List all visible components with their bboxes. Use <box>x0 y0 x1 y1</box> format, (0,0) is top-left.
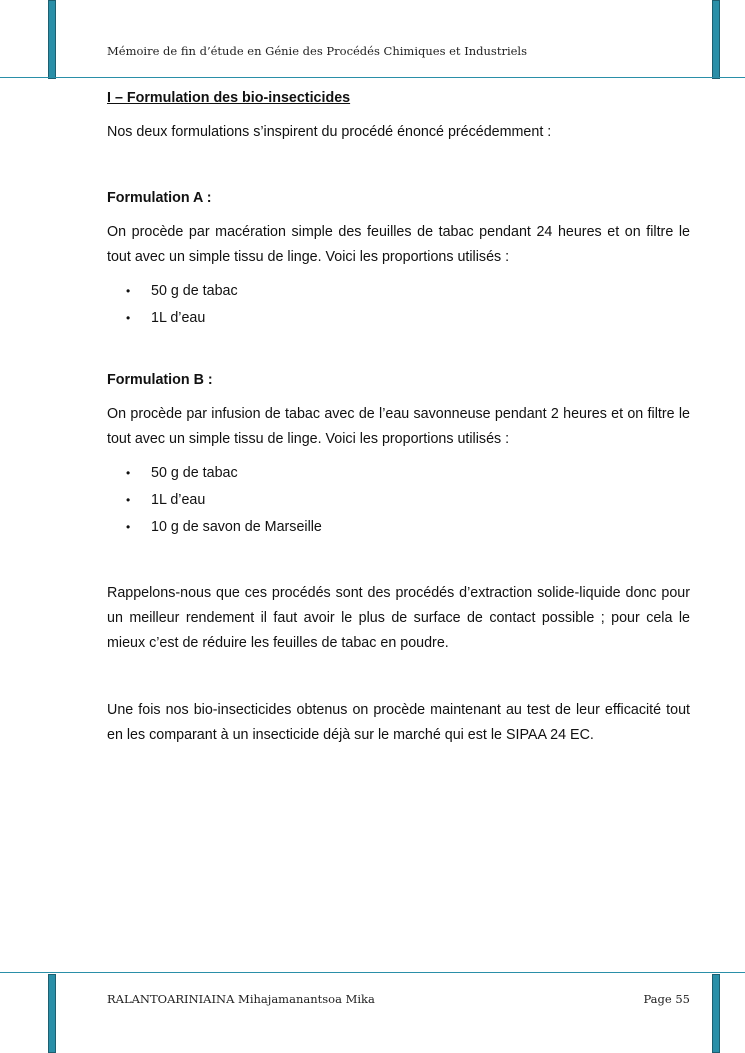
list-item-label: 10 g de savon de Marseille <box>151 519 322 535</box>
list-item-label: 1L d’eau <box>151 492 206 508</box>
footer-right-bar <box>712 974 720 1053</box>
list-item <box>107 278 690 305</box>
section-title: I – Formulation des bio-insecticides <box>107 90 351 106</box>
reminder-paragraph: Rappelons-nous que ces procédés sont des procédés d’extraction solide-liquide donc pour un meilleur rendement il faut avoir le plus de surface de contact possible ; pour cela le mieux c’est de réduire les feuilles de tabac en poudre. <box>107 585 690 651</box>
section-intro: Nos deux formulations s’inspirent du procédé énoncé précédemment : <box>107 124 552 140</box>
footer-author: RALANTOARINIAINA Mihajamanantsoa Mika <box>107 992 375 1006</box>
header-running-title: Mémoire de fin d’étude en Génie des Procédés Chimiques et Industriels <box>107 44 528 58</box>
formulation-a-list <box>107 278 690 332</box>
list-item <box>107 487 690 514</box>
page-content <box>107 88 690 748</box>
formulation-b-list <box>107 460 690 541</box>
bullet-icon: • <box>126 466 131 480</box>
header-rule <box>0 77 745 78</box>
bullet-icon: • <box>126 520 131 534</box>
list-item-label: 1L d’eau <box>151 310 206 326</box>
list-item <box>107 514 690 541</box>
formulation-b-title: Formulation B : <box>107 372 213 388</box>
formulation-a-title: Formulation A : <box>107 190 212 206</box>
header-left-bar <box>48 0 56 79</box>
next-step-paragraph: Une fois nos bio-insecticides obtenus on procède maintenant au test de leur efficacité tout en les comparant à un insecticide déjà sur le marché qui est le SIPAA 24 EC. <box>107 702 690 743</box>
list-item-label: 50 g de tabac <box>151 283 238 299</box>
bullet-icon: • <box>126 493 131 507</box>
footer-page-number: Page 55 <box>643 992 690 1006</box>
footer-left-bar <box>48 974 56 1053</box>
formulation-a-text: On procède par macération simple des feuilles de tabac pendant 24 heures et on filtre le tout avec un simple tissu de linge. Voici les proportions utilisés : <box>107 224 690 265</box>
list-item <box>107 460 690 487</box>
footer-rule <box>0 972 745 973</box>
list-item <box>107 305 690 332</box>
formulation-b-text: On procède par infusion de tabac avec de l’eau savonneuse pendant 2 heures et on filtre le tout avec un simple tissu de linge. Voici les proportions utilisés : <box>107 406 690 447</box>
bullet-icon: • <box>126 284 131 298</box>
bullet-icon: • <box>126 311 131 325</box>
header-right-bar <box>712 0 720 79</box>
list-item-label: 50 g de tabac <box>151 465 238 481</box>
